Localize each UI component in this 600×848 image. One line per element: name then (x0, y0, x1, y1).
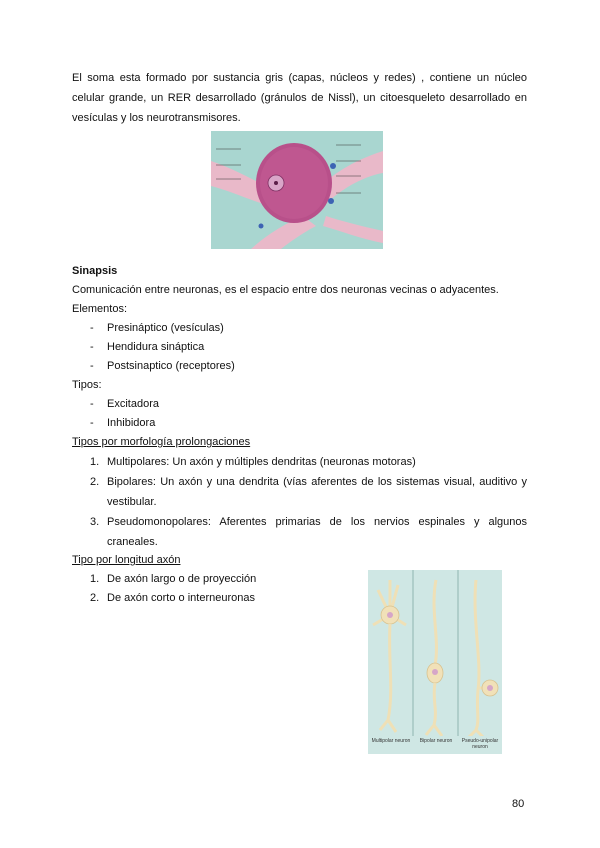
sinapsis-definition: Comunicación entre neuronas, es el espacio entre dos neuronas vecinas o adyacentes. (72, 284, 499, 296)
morfologia-item-3: Pseudomonopolares: Aferentes primarias de los nervios espinales y algunos (107, 516, 527, 528)
bullet-dash: - (90, 322, 94, 334)
intro-line-3: vesículas y los neurotransmisores. (72, 112, 241, 124)
neuron-types-image (368, 570, 502, 754)
intro-line-1: El soma esta formado por sustancia gris (capas, núcleos y redes) , contiene un núcleo (72, 72, 527, 84)
longitud-item-1: De axón largo o de proyección (107, 573, 257, 585)
list-number: 3. (90, 516, 100, 528)
list-number: 2. (90, 476, 100, 488)
list-number: 1. (90, 573, 100, 585)
tipo-item: Inhibidora (107, 417, 156, 429)
morfologia-item-2: Bipolares: Un axón y una dendrita (vías aferentes de los sistemas visual, auditivo y (107, 476, 527, 488)
longitud-heading: Tipo por longitud axón (72, 554, 181, 566)
caption-bipolar: Bipolar neuron (419, 738, 453, 744)
list-number: 1. (90, 456, 100, 468)
bullet-dash: - (90, 341, 94, 353)
tipos-label: Tipos: (72, 379, 102, 391)
sinapsis-heading: Sinapsis (72, 265, 118, 277)
caption-pseudounipolar: Pseudo-unipolar neuron (461, 738, 499, 750)
morfologia-item-1: Multipolares: Un axón y múltiples dendritas (neuronas motoras) (107, 456, 416, 468)
morfologia-item-3-cont: craneales. (107, 536, 158, 548)
tipo-item: Excitadora (107, 398, 159, 410)
page-number: 80 (512, 798, 525, 810)
longitud-item-2: De axón corto o interneuronas (107, 592, 255, 604)
morfologia-heading: Tipos por morfología prolongaciones (72, 436, 251, 448)
list-number: 2. (90, 592, 100, 604)
intro-line-2: celular grande, un RER desarrollado (gránulos de Nissl), un citoesqueleto desarrollado en (72, 92, 527, 104)
neuron-types-drawing (368, 570, 502, 754)
elemento-item: Postsinaptico (receptores) (107, 360, 235, 372)
elemento-item: Hendidura sináptica (107, 341, 205, 353)
soma-histology-image (211, 131, 383, 249)
bullet-dash: - (90, 417, 94, 429)
caption-multipolar: Multipolar neuron (371, 738, 411, 744)
elementos-label: Elementos: (72, 303, 128, 315)
elemento-item: Presináptico (vesículas) (107, 322, 224, 334)
bullet-dash: - (90, 398, 94, 410)
morfologia-item-2-cont: vestibular. (107, 496, 157, 508)
bullet-dash: - (90, 360, 94, 372)
